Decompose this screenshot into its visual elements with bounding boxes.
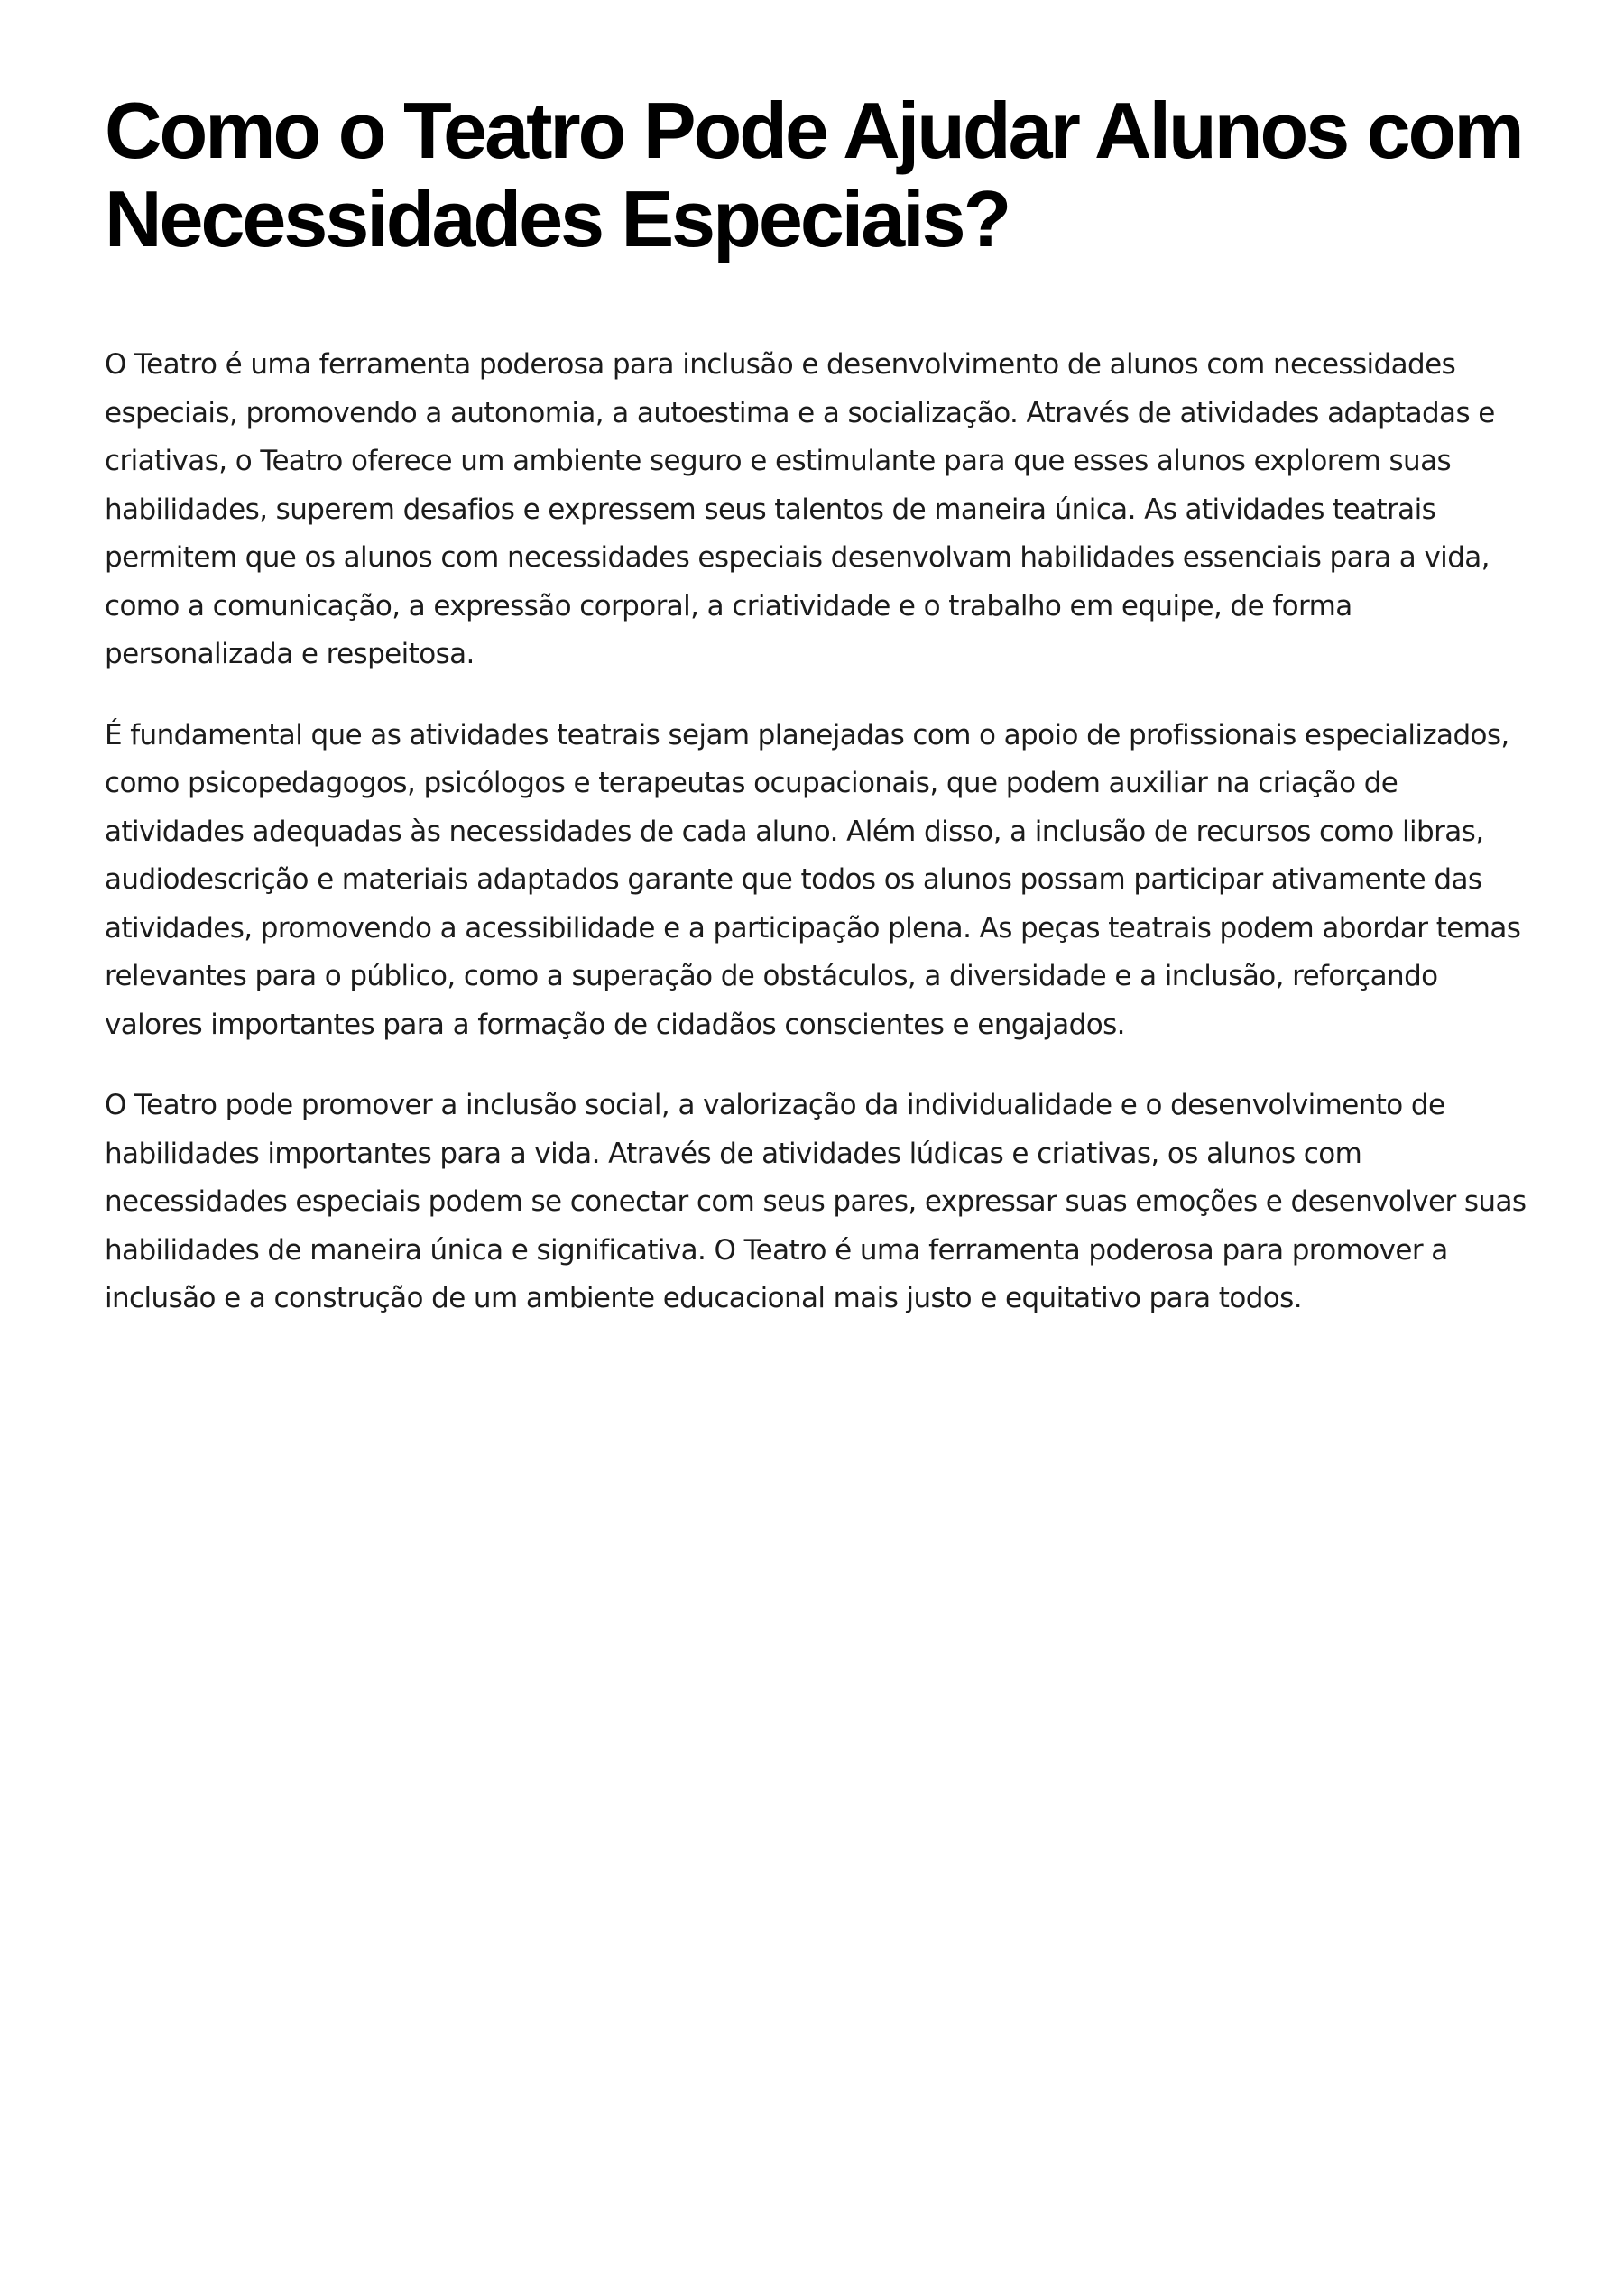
body-paragraph-1: O Teatro é uma ferramenta poderosa para inclusão e desenvolvimento de alunos com necessidades especiais, promovendo a autonomia, a autoestima e a socialização. Através de atividades adaptadas e criativas, o Teatro oferece um ambiente seguro e estimulante para que esses alunos explorem suas habilidades, superem desafios e expressem seus talentos de maneira única. As atividades teatrais permitem que os alunos com necessidades especiais desenvolvam habilidades essenciais para a vida, como a comunicação, a expressão corporal, a criatividade e o trabalho em equipe, de forma personalizada e respeitosa. — [105, 348, 1495, 670]
page-title: Como o Teatro Pode Ajudar Alunos com Necessidades Especiais? — [105, 86, 1522, 263]
body-paragraph-3: O Teatro pode promover a inclusão social, a valorização da individualidade e o desenvolvimento de habilidades importantes para a vida. Através de atividades lúdicas e criativas, os alunos com necessidades especiais podem se conectar com seus pares, expressar suas emoções e desenvolver suas habilidades de maneira única e significativa. O Teatro é uma ferramenta poderosa para promover a inclusão e a construção de um ambiente educacional mais justo e equitativo para todos. — [105, 1089, 1527, 1314]
body-paragraph-2: É fundamental que as atividades teatrais sejam planejadas com o apoio de profissionais especializados, como psicopedagogos, psicólogos e terapeutas ocupacionais, que podem auxiliar na criação de atividades adequadas às necessidades de cada aluno. Além disso, a inclusão de recursos como libras, audiodescrição e materiais adaptados garante que todos os alunos possam participar ativamente das atividades, promovendo a acessibilidade e a participação plena. As peças teatrais podem abordar temas relevantes para o público, como a superação de obstáculos, a diversidade e a inclusão, reforçando valores importantes para a formação de cidadãos conscientes e engajados. — [105, 718, 1521, 1041]
document-content — [105, 87, 1530, 1356]
